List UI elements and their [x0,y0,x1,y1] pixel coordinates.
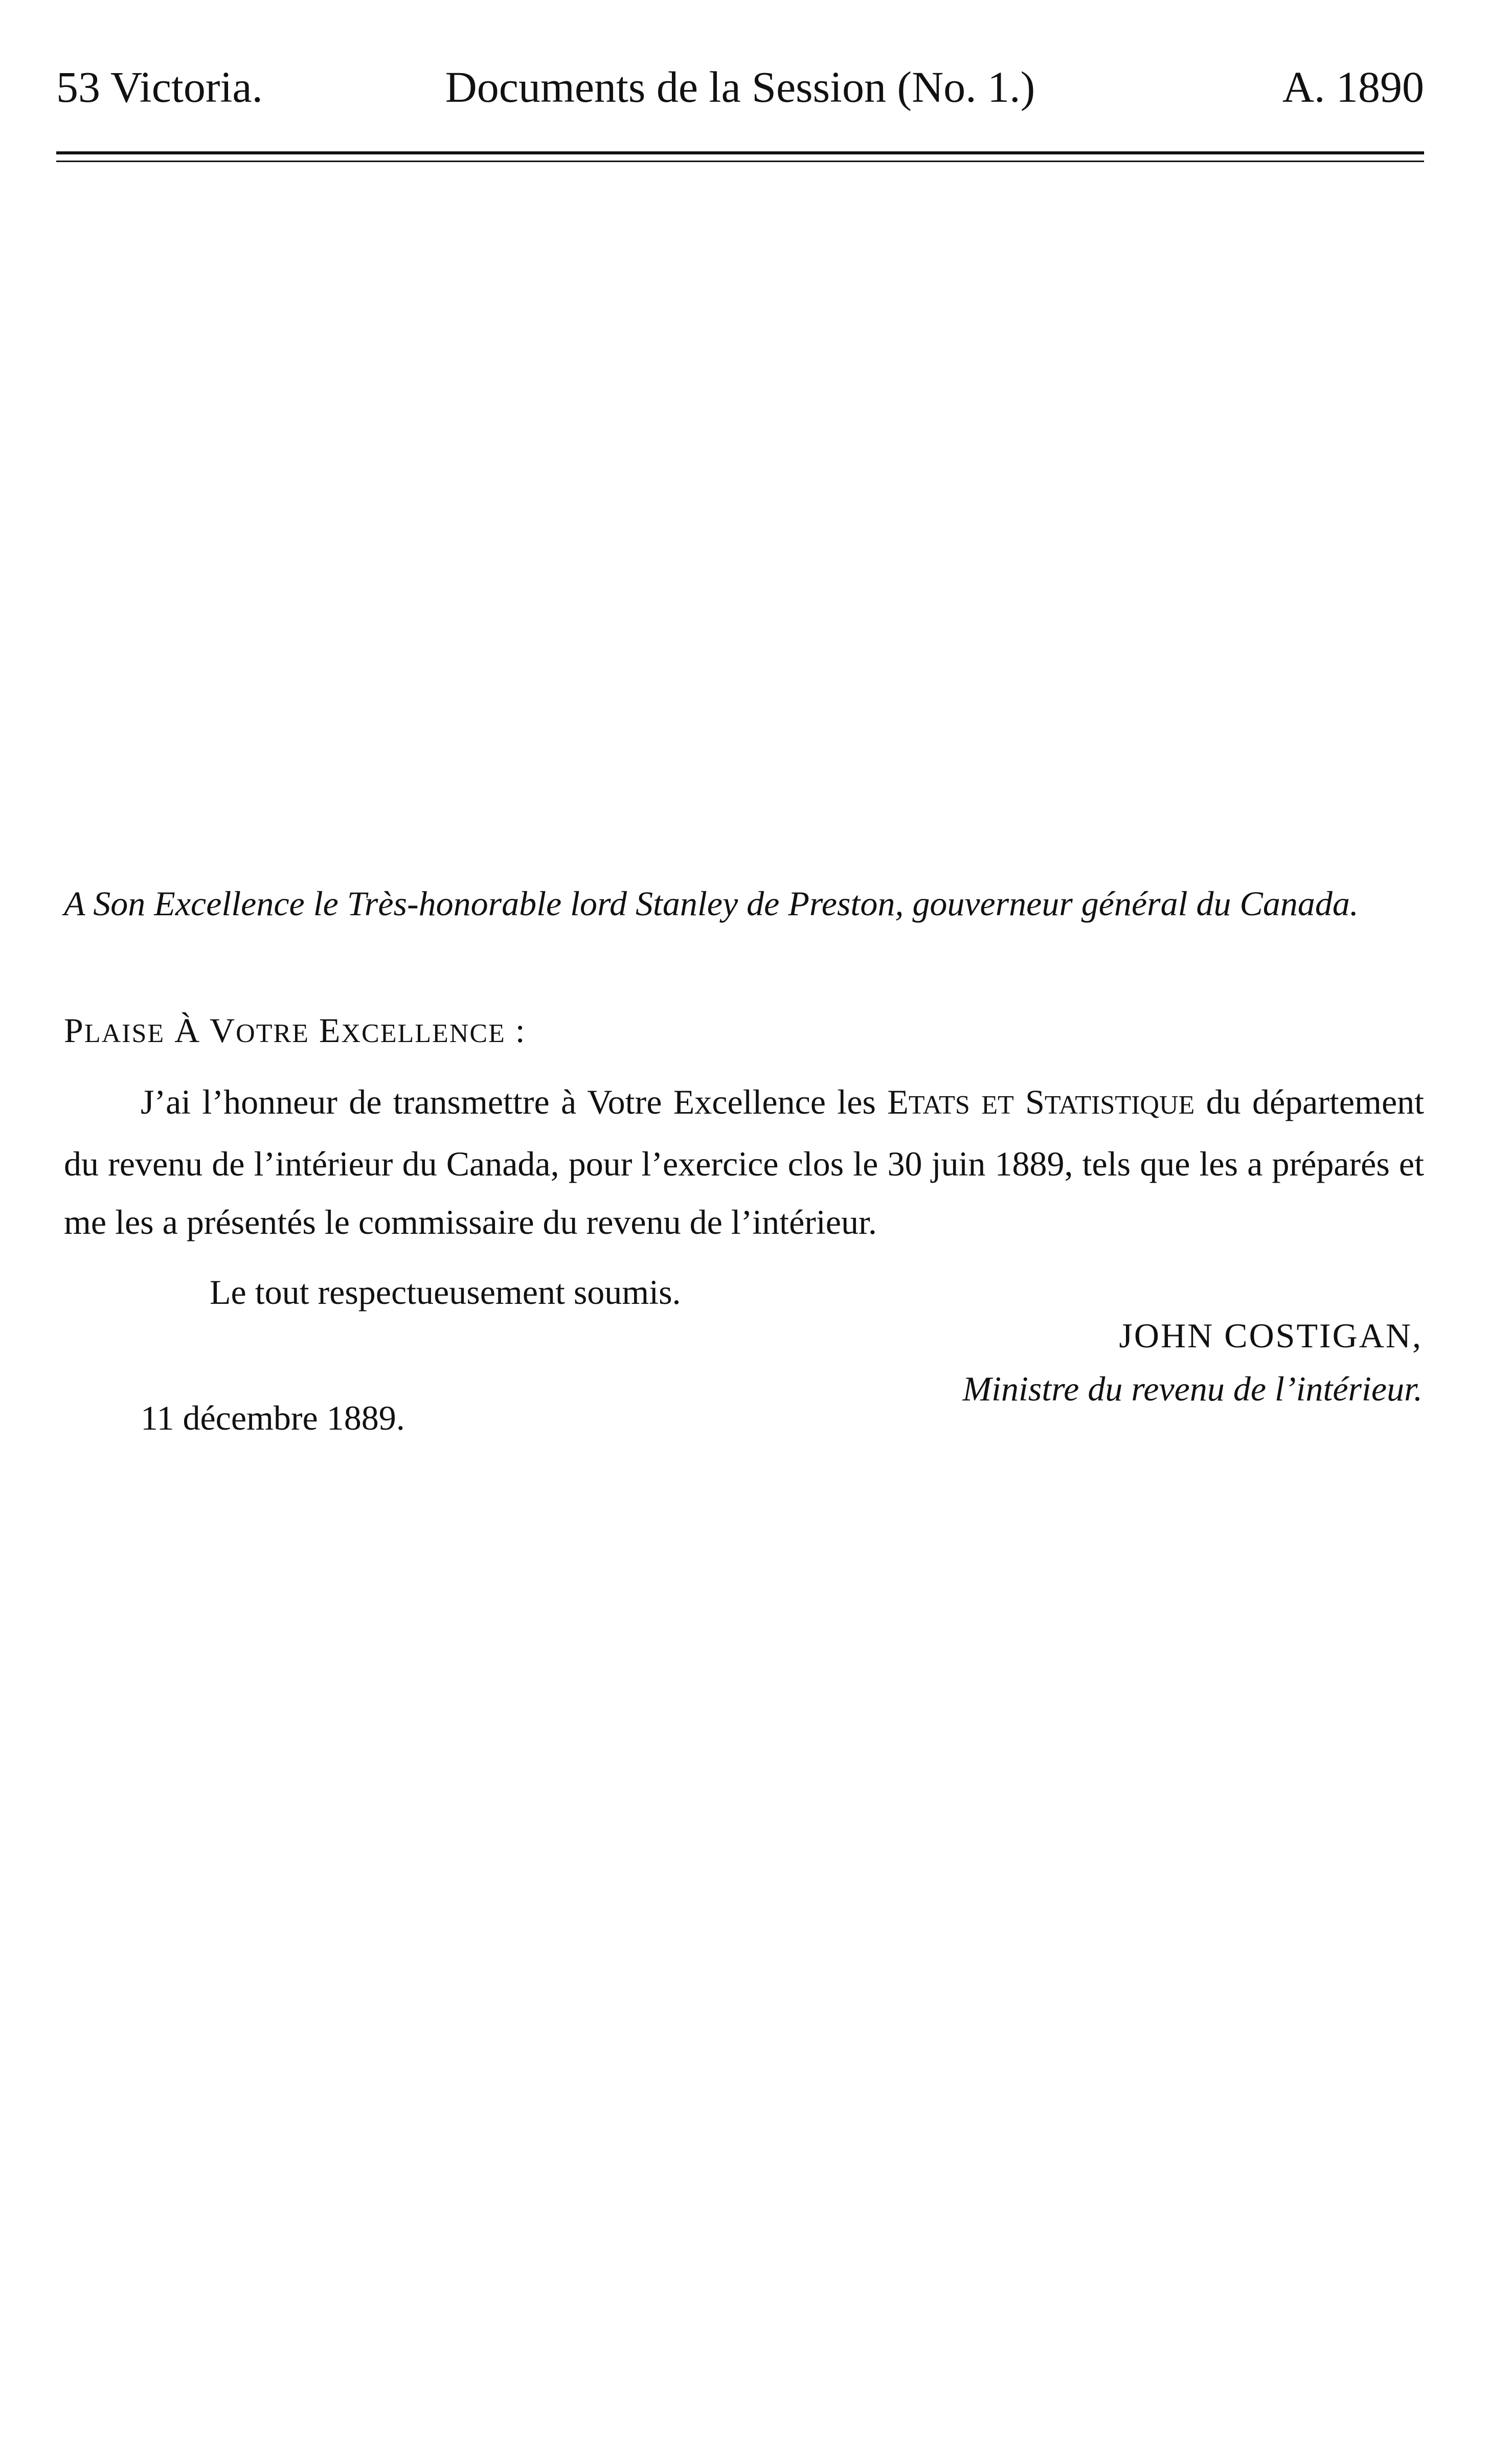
header-title: Documents de la Session (No. 1.) [445,62,1035,111]
letter-body-paragraph [64,1073,1424,1251]
letter-address: A Son Excellence le Très-honorable lord Stanley de Preston, gouverneur général du Canada. [64,884,1359,923]
letter-signature [962,1309,1423,1415]
sc-rest: LAISE [84,1019,165,1048]
sc-word: À [174,1011,201,1050]
paragraph-text-end: du département du revenu de l’intérieur du Canada, pour l’exercice clos le 30 juin 1889, tels que les a préparés et me les a présentés le commissaire du revenu de l’intérieur. [64,1082,1425,1241]
header-regnal-year: 53 Victoria. [56,62,263,111]
header-rule-thick [56,151,1424,154]
sc-word: ET [981,1091,1014,1120]
sc-initial: S [1025,1082,1045,1121]
letter-closing: Le tout respectueusement soumis. [210,1273,681,1312]
letter-salutation [64,1002,1424,1062]
sc-initial: V [210,1011,236,1050]
signature-name: JOHN COSTIGAN, [1119,1316,1423,1355]
sc-rest: TATISTIQUE [1044,1091,1195,1120]
paragraph-text-start: J’ai l’honneur de transmettre à Votre Excellence les [141,1082,876,1121]
letter-date: 11 décembre 1889. [141,1398,405,1437]
salutation-colon: : [515,1011,526,1050]
running-header [56,56,1424,118]
sc-initial: P [64,1011,84,1050]
header-rule-thin [56,161,1424,162]
header-year: A. 1890 [1282,62,1424,111]
sc-initial: E [319,1011,342,1050]
sc-rest: OTRE [236,1019,309,1048]
sc-rest: TATS [908,1091,970,1120]
signature-title: Ministre du revenu de l’intérieur. [962,1369,1423,1408]
sc-initial: E [887,1082,909,1121]
sc-rest: XCELLENCE [341,1019,506,1048]
